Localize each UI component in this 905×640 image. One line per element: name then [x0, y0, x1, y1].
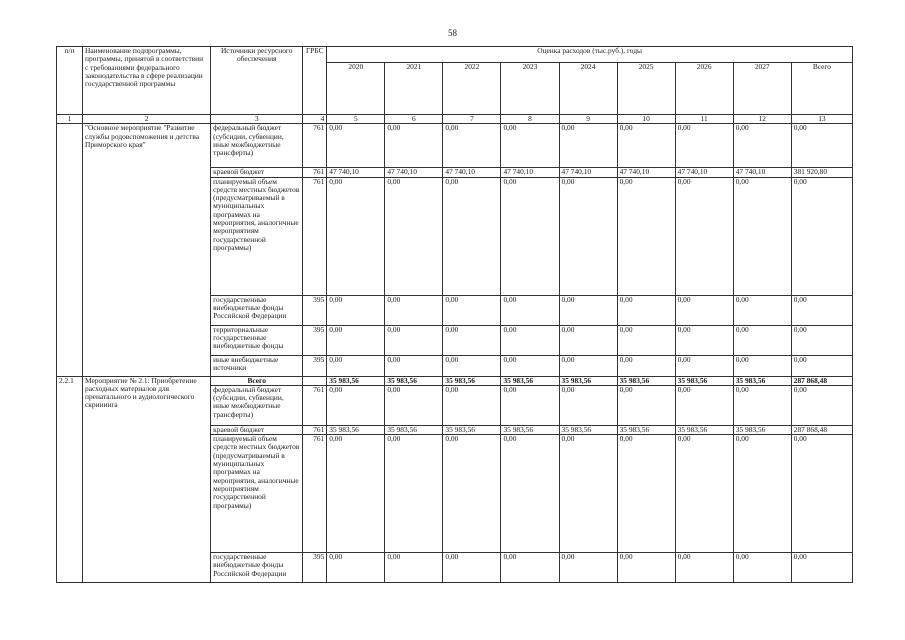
value-cell: 0,00 — [733, 435, 791, 553]
value-cell: 35 983,56 — [617, 376, 675, 385]
col-number: 1 — [57, 115, 83, 124]
total-cell: 381 920,80 — [791, 168, 852, 177]
value-cell: 35 983,56 — [385, 376, 443, 385]
value-cell: 0,00 — [675, 177, 733, 295]
header-year: 2023 — [501, 63, 559, 115]
grbs-cell: 761 — [303, 435, 327, 553]
value-cell: 0,00 — [385, 385, 443, 425]
value-cell: 0,00 — [385, 295, 443, 325]
value-cell: 0,00 — [675, 325, 733, 355]
value-cell: 0,00 — [733, 177, 791, 295]
value-cell: 47 740,10 — [675, 168, 733, 177]
value-cell: 0,00 — [501, 325, 559, 355]
source-cell: Всего — [211, 376, 303, 385]
header-estimate: Оценка расходов (тыс.руб.), годы — [327, 47, 853, 63]
total-cell: 0,00 — [791, 325, 852, 355]
value-cell: 0,00 — [733, 295, 791, 325]
value-cell: 0,00 — [617, 435, 675, 553]
value-cell: 0,00 — [327, 385, 385, 425]
total-cell: 0,00 — [791, 435, 852, 553]
col-number: 8 — [501, 115, 559, 124]
page-number: 58 — [448, 28, 457, 38]
value-cell: 0,00 — [559, 553, 617, 583]
value-cell: 0,00 — [733, 553, 791, 583]
total-cell: 0,00 — [791, 385, 852, 425]
value-cell: 0,00 — [501, 435, 559, 553]
col-number: 10 — [617, 115, 675, 124]
value-cell: 0,00 — [501, 177, 559, 295]
value-cell: 0,00 — [443, 295, 501, 325]
value-cell: 0,00 — [559, 355, 617, 376]
value-cell: 35 983,56 — [617, 425, 675, 434]
grbs-cell: 761 — [303, 168, 327, 177]
value-cell: 0,00 — [327, 325, 385, 355]
value-cell: 35 983,56 — [733, 376, 791, 385]
value-cell: 0,00 — [733, 355, 791, 376]
grbs-cell: 395 — [303, 355, 327, 376]
value-cell: 35 983,56 — [385, 425, 443, 434]
value-cell: 0,00 — [675, 355, 733, 376]
value-cell: 0,00 — [385, 325, 443, 355]
source-cell: иные внебюджетные источники — [211, 355, 303, 376]
source-cell: государственные внебюджетные фонды Российской Федерации — [211, 295, 303, 325]
value-cell: 35 983,56 — [443, 376, 501, 385]
value-cell: 0,00 — [501, 553, 559, 583]
col-number: 6 — [385, 115, 443, 124]
value-cell: 0,00 — [617, 385, 675, 425]
value-cell: 0,00 — [559, 385, 617, 425]
value-cell: 0,00 — [733, 385, 791, 425]
value-cell: 0,00 — [327, 435, 385, 553]
value-cell: 0,00 — [617, 325, 675, 355]
value-cell: 0,00 — [675, 385, 733, 425]
grbs-cell: 761 — [303, 177, 327, 295]
value-cell: 0,00 — [501, 385, 559, 425]
value-cell: 0,00 — [675, 295, 733, 325]
value-cell: 35 983,56 — [733, 425, 791, 434]
total-cell: 0,00 — [791, 295, 852, 325]
grbs-cell: 395 — [303, 553, 327, 583]
header-year: 2025 — [617, 63, 675, 115]
col-number: 12 — [733, 115, 791, 124]
value-cell: 0,00 — [559, 295, 617, 325]
total-cell: 0,00 — [791, 553, 852, 583]
grbs-cell: 761 — [303, 124, 327, 168]
value-cell: 0,00 — [327, 355, 385, 376]
col-number: 11 — [675, 115, 733, 124]
value-cell: 0,00 — [617, 177, 675, 295]
value-cell: 35 983,56 — [501, 376, 559, 385]
value-cell: 0,00 — [443, 553, 501, 583]
header-source: Источники ресурсного обеспечения — [211, 47, 303, 115]
section-number: 2.2.1 — [57, 376, 83, 583]
header-year: 2027 — [733, 63, 791, 115]
value-cell: 0,00 — [675, 435, 733, 553]
value-cell: 0,00 — [559, 177, 617, 295]
value-cell: 0,00 — [327, 295, 385, 325]
value-cell: 0,00 — [443, 355, 501, 376]
table-row — [57, 376, 853, 385]
col-number: 9 — [559, 115, 617, 124]
value-cell: 0,00 — [559, 325, 617, 355]
source-cell: государственные внебюджетные фонды Российской Федерации — [211, 553, 303, 583]
value-cell: 47 740,10 — [559, 168, 617, 177]
value-cell: 0,00 — [675, 553, 733, 583]
source-cell: территориальные государственные внебюджетные фонды — [211, 325, 303, 355]
col-number: 3 — [211, 115, 303, 124]
col-number: 5 — [327, 115, 385, 124]
source-cell: планируемый объем средств местных бюджетов (предусматриваемый в муниципальных программах на мероприятия, аналогичные мероприятиям государственной программы) — [211, 435, 303, 553]
header-year: 2024 — [559, 63, 617, 115]
header-year: 2020 — [327, 63, 385, 115]
value-cell: 0,00 — [559, 124, 617, 168]
value-cell: 47 740,10 — [501, 168, 559, 177]
col-number: 7 — [443, 115, 501, 124]
source-cell: краевой бюджет — [211, 168, 303, 177]
column-number-row — [57, 115, 853, 124]
value-cell: 0,00 — [385, 355, 443, 376]
value-cell: 0,00 — [501, 295, 559, 325]
value-cell: 35 983,56 — [559, 425, 617, 434]
value-cell: 0,00 — [327, 124, 385, 168]
value-cell: 0,00 — [385, 124, 443, 168]
budget-table — [56, 46, 853, 583]
value-cell: 47 740,10 — [617, 168, 675, 177]
source-cell: федеральный бюджет (субсидии, субвенции, иные межбюджетные трансферты) — [211, 124, 303, 168]
grbs-cell: 761 — [303, 385, 327, 425]
value-cell: 0,00 — [559, 435, 617, 553]
header-year: 2026 — [675, 63, 733, 115]
value-cell: 35 983,56 — [327, 425, 385, 434]
value-cell: 0,00 — [443, 385, 501, 425]
value-cell: 35 983,56 — [559, 376, 617, 385]
grbs-cell: 761 — [303, 425, 327, 434]
header-grbs: ГРБС — [303, 47, 327, 115]
value-cell: 47 740,10 — [385, 168, 443, 177]
value-cell: 0,00 — [733, 325, 791, 355]
header-year: 2021 — [385, 63, 443, 115]
value-cell: 0,00 — [385, 553, 443, 583]
total-cell: 0,00 — [791, 355, 852, 376]
value-cell: 35 983,56 — [443, 425, 501, 434]
value-cell: 47 740,10 — [443, 168, 501, 177]
col-number: 2 — [83, 115, 211, 124]
value-cell: 0,00 — [385, 177, 443, 295]
total-cell: 0,00 — [791, 177, 852, 295]
value-cell: 47 740,10 — [733, 168, 791, 177]
value-cell: 35 983,56 — [327, 376, 385, 385]
value-cell: 35 983,56 — [675, 425, 733, 434]
total-cell: 287 868,48 — [791, 425, 852, 434]
col-number: 4 — [303, 115, 327, 124]
value-cell: 0,00 — [443, 325, 501, 355]
source-cell: краевой бюджет — [211, 425, 303, 434]
section-number — [57, 124, 83, 376]
value-cell: 0,00 — [617, 295, 675, 325]
value-cell: 0,00 — [617, 355, 675, 376]
source-cell: планируемый объем средств местных бюджетов (предусматриваемый в муниципальных программах на мероприятия, аналогичные мероприятиям государственной программы) — [211, 177, 303, 295]
value-cell: 0,00 — [443, 124, 501, 168]
table-row — [57, 124, 853, 168]
header-year: 2022 — [443, 63, 501, 115]
header-total: Всего — [791, 63, 852, 115]
grbs-cell: 395 — [303, 325, 327, 355]
source-cell: федеральный бюджет (субсидии, субвенции, иные межбюджетные трансферты) — [211, 385, 303, 425]
value-cell: 0,00 — [733, 124, 791, 168]
header-name: Наименование подпрограммы, программы, принятой в соответствии с требованиями федерального законодательства в сфере реализации государственной программы — [83, 47, 211, 115]
value-cell: 0,00 — [327, 553, 385, 583]
header-n: п/п — [57, 47, 83, 115]
value-cell: 0,00 — [617, 124, 675, 168]
col-number: 13 — [791, 115, 852, 124]
total-cell: 0,00 — [791, 124, 852, 168]
value-cell: 0,00 — [501, 355, 559, 376]
section-name: Мероприятие № 2.1: Приобретение расходных материалов для пренатального и аудиологического скрининга — [83, 376, 211, 583]
section-name: "Основное мероприятие "Развитие службы родовспоможения и детства Приморского края" — [83, 124, 211, 376]
value-cell: 0,00 — [327, 177, 385, 295]
grbs-cell — [303, 376, 327, 385]
value-cell: 35 983,56 — [675, 376, 733, 385]
value-cell: 35 983,56 — [501, 425, 559, 434]
value-cell: 0,00 — [385, 435, 443, 553]
value-cell: 0,00 — [501, 124, 559, 168]
value-cell: 0,00 — [443, 435, 501, 553]
value-cell: 0,00 — [675, 124, 733, 168]
value-cell: 0,00 — [617, 553, 675, 583]
grbs-cell: 395 — [303, 295, 327, 325]
value-cell: 47 740,10 — [327, 168, 385, 177]
total-cell: 287 868,48 — [791, 376, 852, 385]
value-cell: 0,00 — [443, 177, 501, 295]
